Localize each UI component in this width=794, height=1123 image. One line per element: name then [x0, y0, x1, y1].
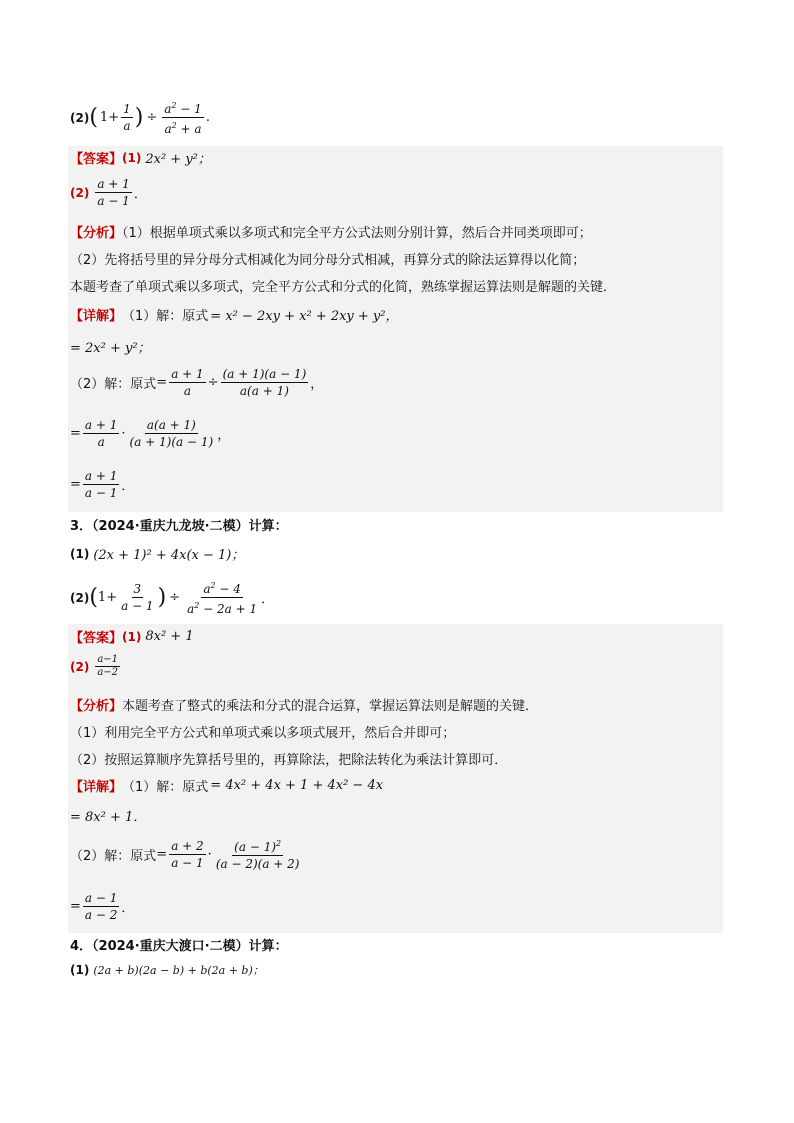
detail-q2-step2: = $\frac{a + 1}{a}$ · $\frac{a(a + 1)}{(a + 1)(a - 1)}$ ，	[70, 418, 231, 449]
detail-q3: 【详解】 （1）解：原式 = 4x² + 4x + 1 + 4x² − 4x	[70, 778, 384, 795]
analysis-q2: 【分析】（1）根据单项式乘以多项式和完全平方公式法则分别计算，然后合并同类项即可；	[70, 226, 592, 241]
detail-q2: 【详解】 （1）解：原式 = x² − 2xy + x² + 2xy + y²，	[70, 309, 399, 324]
detail-q3-part2: （2）解：原式 = $\frac{a + 2}{a - 1}$ · $\frac{(a - 1)^2}{(a - 2)(a + 2)}$	[70, 836, 303, 872]
analysis-q2-line2: （2）先将括号里的异分母分式相减化为同分母分式相减，再算分式的除法运算得以化简；	[70, 253, 586, 268]
analysis-q2-line3: 本题考查了单项式乘以多项式，完全平方公式和分式的化简，熟练掌握运算法则是解题的关键．	[70, 280, 617, 295]
solution-block-q2	[68, 146, 723, 512]
question-4-header: 4．（2024·重庆大渡口·二模）计算：	[70, 939, 288, 954]
detail-q2-step: = 2x² + y²；	[70, 341, 151, 356]
analysis-q3-line3: （2）按照运算顺序先算括号里的，再算除法，把除法转化为乘法计算即可．	[70, 753, 508, 768]
answer-line-q3: 【答案】 (1) 8x² + 1	[70, 629, 194, 646]
question-4-part-1: (1) (2a + b)(2a − b) + b(2a + b)；	[70, 963, 264, 977]
detail-q3-result: = $\frac{a - 1}{a - 2}$ ．	[70, 891, 135, 922]
question-3-header: 3．（2024·重庆九龙坡·二模）计算：	[70, 519, 288, 534]
detail-q3-step: = 8x² + 1．	[70, 810, 147, 825]
answer-2-q3: (2) $\frac{a-1}{a-2}$	[70, 654, 119, 678]
analysis-q3: 【分析】本题考查了整式的乘法和分式的混合运算，掌握运算法则是解题的关键．	[70, 699, 539, 714]
detail-q2-result: = $\frac{a + 1}{a - 1}$ ．	[70, 469, 135, 500]
question-2-part-2: (2) ( 1+ $\frac{1}{a}$ ) ÷ $\frac{a^2 - 1}{a^2 + a}$ .	[70, 98, 210, 137]
answer-line-q2: 【答案】 (1) 2x² + y²；	[70, 150, 211, 167]
question-3-part-1: (1) (2x + 1)² + 4x(x − 1)；	[70, 546, 245, 563]
answer-2-q2: (2) $\frac{a + 1}{a - 1}$ ．	[70, 177, 147, 208]
question-3-part-2: (2) ( 1+ $\frac{3}{a - 1}$ ) ÷ $\frac{a^2 - 4}{a^2 - 2a + 1}$ ．	[70, 578, 274, 617]
detail-q2-part2: （2）解：原式 = $\frac{a + 1}{a}$ ÷ $\frac{(a + 1)(a - 1)}{a(a + 1)}$ ，	[70, 367, 324, 398]
analysis-q3-line2: （1）利用完全平方公式和单项式乘以多项式展开，然后合并即可；	[70, 726, 456, 741]
